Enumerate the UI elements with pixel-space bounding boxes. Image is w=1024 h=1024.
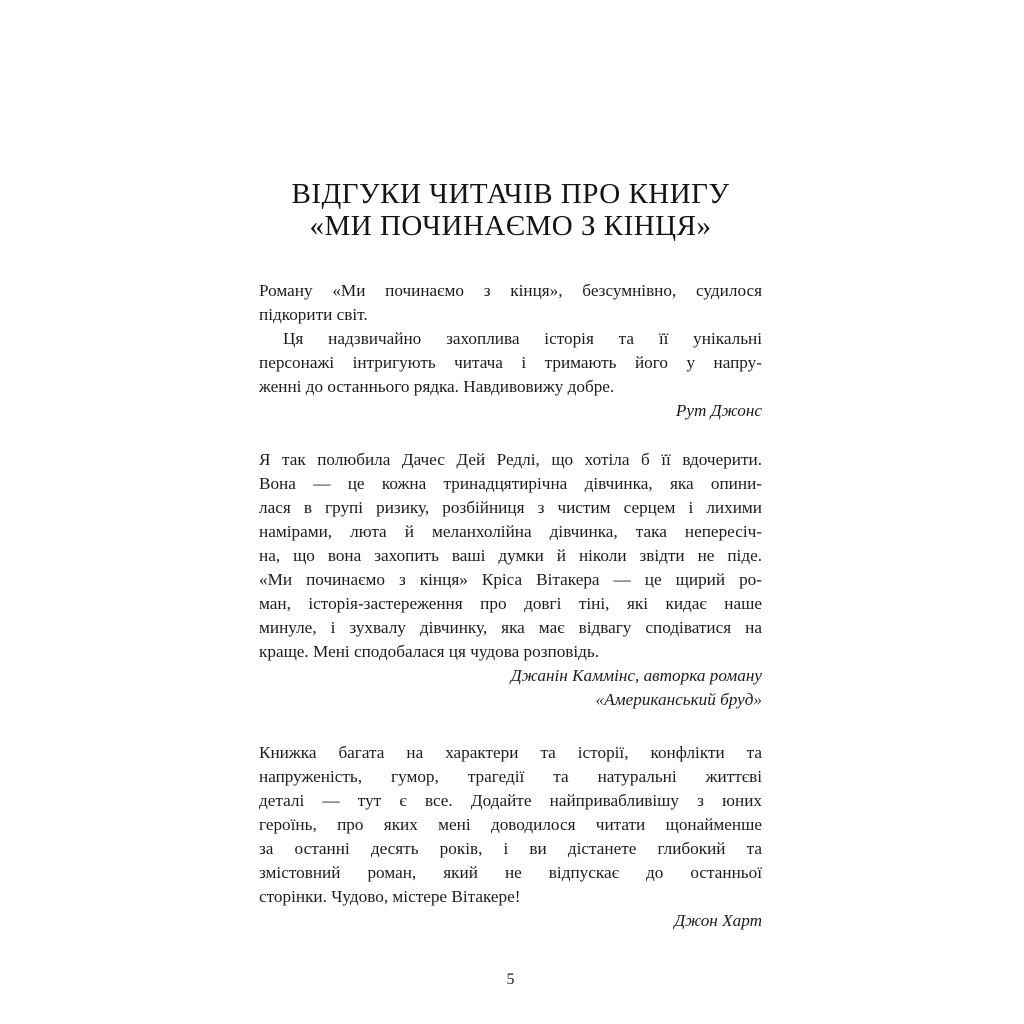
review-text-line: краще. Мені сподобалася ця чудова розповідь. (259, 642, 600, 661)
review-text-line: Вона — це кожна тринадцятирічна дівчинка, яка опини- (259, 474, 762, 493)
review-text-line: женні до останнього рядка. Навдивовижу добре. (259, 377, 615, 396)
review-text-line: намірами, люта й меланхолійна дівчинка, така непересіч- (259, 522, 762, 541)
review-text-line: Роману «Ми починаємо з кінця», безсумнівно, судилося (259, 281, 762, 300)
review-text-line: Ця надзвичайно захоплива історія та її унікальні (283, 329, 762, 348)
review-author: Джон Харт (674, 911, 762, 930)
review-text-line: героїнь, про яких мені доводилося читати щонайменше (259, 815, 762, 834)
review-3 (259, 741, 762, 933)
review-text-line: змістовний роман, який не відпускає до останньої (259, 863, 762, 882)
review-author: Джанін Каммінс, авторка роману (510, 666, 762, 685)
page-title (259, 178, 762, 242)
review-2 (259, 448, 762, 712)
book-page (259, 0, 762, 1024)
review-text-line: напруженість, гумор, трагедії та натуральні життєві (259, 767, 762, 786)
review-text-line: персонажі інтригують читача і тримають його у напру- (259, 353, 762, 372)
review-text-line: за останні десять років, і ви дістанете глибокий та (259, 839, 762, 858)
review-text-line: Книжка багата на характери та історії, конфлікти та (259, 743, 762, 762)
review-text-line: Я так полюбила Дачес Дей Редлі, що хотіла б її вдочерити. (259, 450, 762, 469)
review-text-line: на, що вона захопить ваші думки й ніколи звідти не піде. (259, 546, 762, 565)
review-text-line: минуле, і зухвалу дівчинку, яка має відвагу сподіватися на (259, 618, 762, 637)
review-text-line: лася в групі ризику, розбійниця з чистим серцем і лихими (259, 498, 762, 517)
page-number: 5 (506, 971, 515, 988)
review-text-line: сторінки. Чудово, містере Вітакере! (259, 887, 521, 906)
review-text-line: деталі — тут є все. Додайте найпривабливішу з юних (259, 791, 762, 810)
review-text-line: ман, історія-застереження про довгі тіні, які кидає наше (259, 594, 762, 613)
title-line-2: «МИ ПОЧИНАЄМО З КІНЦЯ» (309, 210, 712, 242)
review-1 (259, 279, 762, 423)
review-text-line: «Ми починаємо з кінця» Кріса Вітакера — це щирий ро- (259, 570, 762, 589)
review-author-book: «Американський бруд» (595, 690, 762, 709)
review-author: Рут Джонс (675, 401, 762, 420)
review-text-line: підкорити світ. (259, 305, 368, 324)
title-line-1: ВІДГУКИ ЧИТАЧІВ ПРО КНИГУ (291, 178, 730, 210)
